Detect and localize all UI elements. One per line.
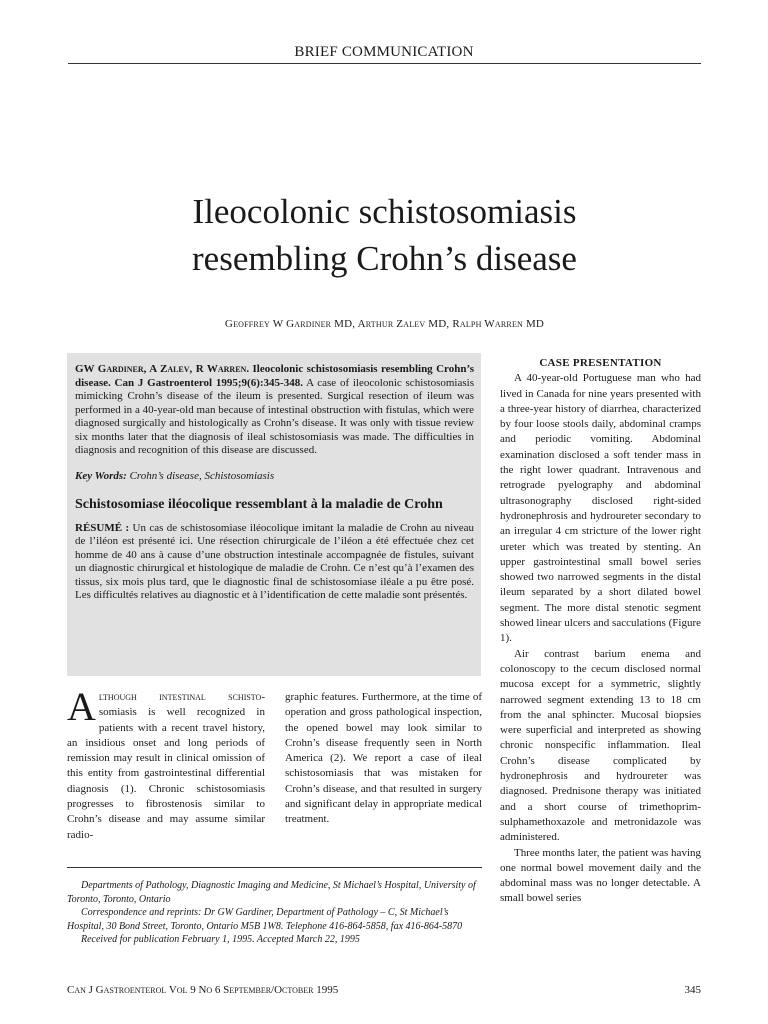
abstract-box xyxy=(67,353,481,676)
abstract-paragraph xyxy=(75,363,474,458)
intro-lead: lthough intestinal schisto- xyxy=(98,691,265,703)
footnote-block xyxy=(67,879,482,947)
case-column xyxy=(500,356,701,907)
case-paragraph-2: Air contrast barium enema and colonoscopy to the cecum disclosed normal mucosa except for a symmetric, slightly narrowed segment extending 13 to 18 cm from the anal sphincter. Mucosal biopsies were superficial and interpreted as showing chronic nonspecific inflammation. Ileal Crohn’s disease complicated by hydronephrosis and hydroureter was diagnosed. Prednisone therapy was initiated and a short course of trimethoprim-sulphamethoxazole and metronidazole was administered. xyxy=(500,647,701,844)
intro-column-middle xyxy=(285,690,482,828)
case-heading: CASE PRESENTATION xyxy=(539,357,662,369)
article-title xyxy=(68,188,701,282)
intro-text-left: somiasis is well recognized in patients with a recent travel history, an insidious onset and long periods of remission may result in clinical omission of this entity from gastrointestinal differential diagnosis (1). Chronic schistosomiasis progresses to fibrostenosis similar to Crohn’s disease and may assume similar radio- xyxy=(67,706,265,841)
footnote-received: Received for publication February 1, 1995. Accepted March 22, 1995 xyxy=(81,934,360,945)
intro-text-middle: graphic features. Furthermore, at the time of operation and gross pathological inspection, the opened bowel may look similar to Crohn’s disease frequently seen in North America (2). We report a case of ileal schistosomiasis that was mistaken for Crohn’s disease, and that resulted in surgery and significant delay in appropriate medical treatment. xyxy=(285,691,482,826)
title-line-1: Ileocolonic schistosomiasis xyxy=(192,192,577,231)
intro-column-left xyxy=(67,684,265,843)
drop-cap: A xyxy=(67,684,96,729)
footnote-correspondence: Correspondence and reprints: Dr GW Gardiner, Department of Pathology – C, St Michael’s Hospital, 30 Bond Street, Toronto, Ontario M5B 1W8. Telephone 416-864-5858, fax 416-864-5870 xyxy=(67,907,463,932)
page-number: 345 xyxy=(684,984,701,996)
abstract-text: A case of ileocolonic schistosomiasis mimicking Crohn’s disease of the ileum is presented. Surgical resection of ileum was performed in a 40-year-old man because of intestinal obstruction with fistulas, which were diagnosed surgically and histologically as Crohn’s disease. It was only with tissue review six months later that the diagnosis of ileal schistosomiasis was made. The difficulties in diagnosis and recognition of this disease are discussed. xyxy=(75,376,474,456)
footnote-rule xyxy=(67,867,482,868)
keywords-text: Crohn’s disease, Schistosomiasis xyxy=(129,469,275,482)
resume-paragraph xyxy=(75,522,474,603)
citation-title: Ileocolonic schistosomiasis resembling Crohn’s disease. Can J Gastroenterol 1995;9(6):345-348. xyxy=(75,363,475,389)
case-paragraph-3: Three months later, the patient was having one normal bowel movement daily and the abdominal mass was no longer detectable. A small bowel series xyxy=(500,846,701,905)
intro-paragraph xyxy=(67,684,265,843)
resume-text: Un cas de schistosomiase iléocolique imitant la maladie de Crohn au niveau de l’iléon est présenté ici. Une résection chirurgicale de l’iléon a été effectuée chez cet homme de 40 ans à cause d’une obstruction intestinale accompagnée de fistules, suivant un diagnostic chirurgical et histologique de maladie de Crohn. Ce n’est qu’à l’examen des tissus, six mois plus tard, que le diagnostic final de schistosomiase iléale a pu être posé. Les difficultés relatives au diagnostic et à l’identification de cette maladie sont présentés. xyxy=(75,521,474,601)
case-paragraph-1: A 40-year-old Portuguese man who had lived in Canada for nine years presented with a three-year history of diarrhea, characterized by four loose stools daily, abdominal cramps and periodic vomiting. Abdominal examination disclosed a soft tender mass in the right lower quadrant. Intravenous and retrograde pyelography and abdominal ultrasonography disclosed right-sided hydronephrosis and hydroureter secondary to an irregular 4 cm stricture of the lower right ureter which was treated by stenting. An upper gastrointestinal small bowel series showed two narrowed segments in the distal ileum separated by a short dilated bowel segment. The more distal stenotic segment showed linear ulcers and sacculations (Figure 1). xyxy=(500,372,701,645)
keywords-label: Key Words: xyxy=(75,469,127,482)
resume-label: RÉSUMÉ : xyxy=(75,521,130,534)
footnote-affiliation: Departments of Pathology, Diagnostic Imaging and Medicine, St Michael’s Hospital, University of Toronto, Toronto, Ontario xyxy=(67,880,476,905)
keywords xyxy=(75,470,474,484)
title-line-2: resembling Crohn’s disease xyxy=(192,239,577,278)
author-list: Geoffrey W Gardiner MD, Arthur Zalev MD, Ralph Warren MD xyxy=(224,318,545,330)
citation-authors: GW Gardiner, A Zalev, R Warren. xyxy=(75,363,250,375)
header-rule xyxy=(68,63,701,64)
footer-journal: Can J Gastroenterol Vol 9 No 6 September/October 1995 xyxy=(67,984,339,996)
section-label: BRIEF COMMUNICATION xyxy=(294,44,474,60)
french-title: Schistosomiase iléocolique ressemblant à la maladie de Crohn xyxy=(75,497,443,512)
